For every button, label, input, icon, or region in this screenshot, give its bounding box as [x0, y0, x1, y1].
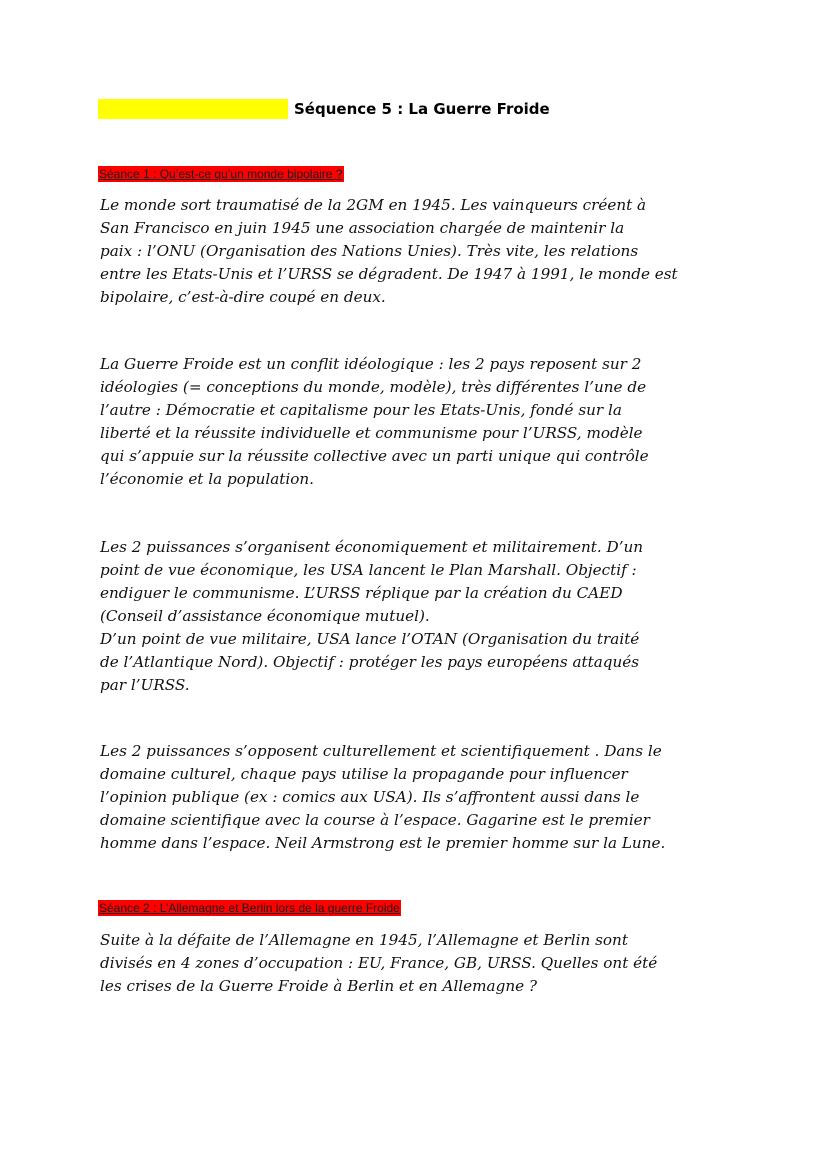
seance-1-paragraph-3: Les 2 puissances s’organisent économiquement et militairement. D’un point de vue économique, les USA lancent le Plan Marshall. Objectif : endiguer le communisme. L’URSS réplique par la création du CAED (Conseil d’assistance économique mutuel). D’un point de vue militaire, USA lance l’OTAN (Organisation du traité de l’Atlantique Nord). Objectif : protéger les pays européens attaqués par l’URSS.	[100, 538, 644, 694]
title-highlight-bar	[98, 99, 288, 119]
title-row	[98, 98, 550, 120]
seance-2-heading: Séance 2 : L’Allemagne et Berlin lors de la guerre Froide	[99, 901, 400, 915]
seance-1-heading: Séance 1 : Qu’est-ce qu’un monde bipolaire ?	[99, 167, 343, 181]
page-title: Séquence 5 : La Guerre Froide	[294, 100, 550, 118]
seance-2-paragraph-1: Suite à la défaite de l’Allemagne en 1945, l’Allemagne et Berlin sont divisés en 4 zones d’occupation : EU, France, GB, URSS. Quelles ont été les crises de la Guerre Froide à Berlin et en Allemagne ?	[100, 931, 658, 995]
seance-1-paragraph-4: Les 2 puissances s’opposent culturellement et scientifiquement . Dans le domaine culturel, chaque pays utilise la propagande pour influencer l’opinion publique (ex : comics aux USA). Ils s’affrontent aussi dans le domaine scientifique avec la course à l’espace. Gagarine est le premier homme dans l’espace. Neil Armstrong est le premier homme sur la Lune.	[100, 742, 666, 852]
seance-1-paragraph-2: La Guerre Froide est un conflit idéologique : les 2 pays reposent sur 2 idéologies (= conceptions du monde, modèle), très différentes l’une de l’autre : Démocratie et capitalisme pour les Etats-Unis, fondé sur la liberté et la réussite individuelle et communisme pour l’URSS, modèle qui s’appuie sur la réussite collective avec un parti unique qui contrôle l’économie et la population.	[100, 355, 649, 488]
seance-1-paragraph-1: Le monde sort traumatisé de la 2GM en 1945. Les vainqueurs créent à San Francisco en juin 1945 une association chargée de maintenir la paix : l’ONU (Organisation des Nations Unies). Très vite, les relations entre les Etats-Unis et l’URSS se dégradent. De 1947 à 1991, le monde est bipolaire, c’est-à-dire coupé en deux.	[100, 196, 678, 306]
